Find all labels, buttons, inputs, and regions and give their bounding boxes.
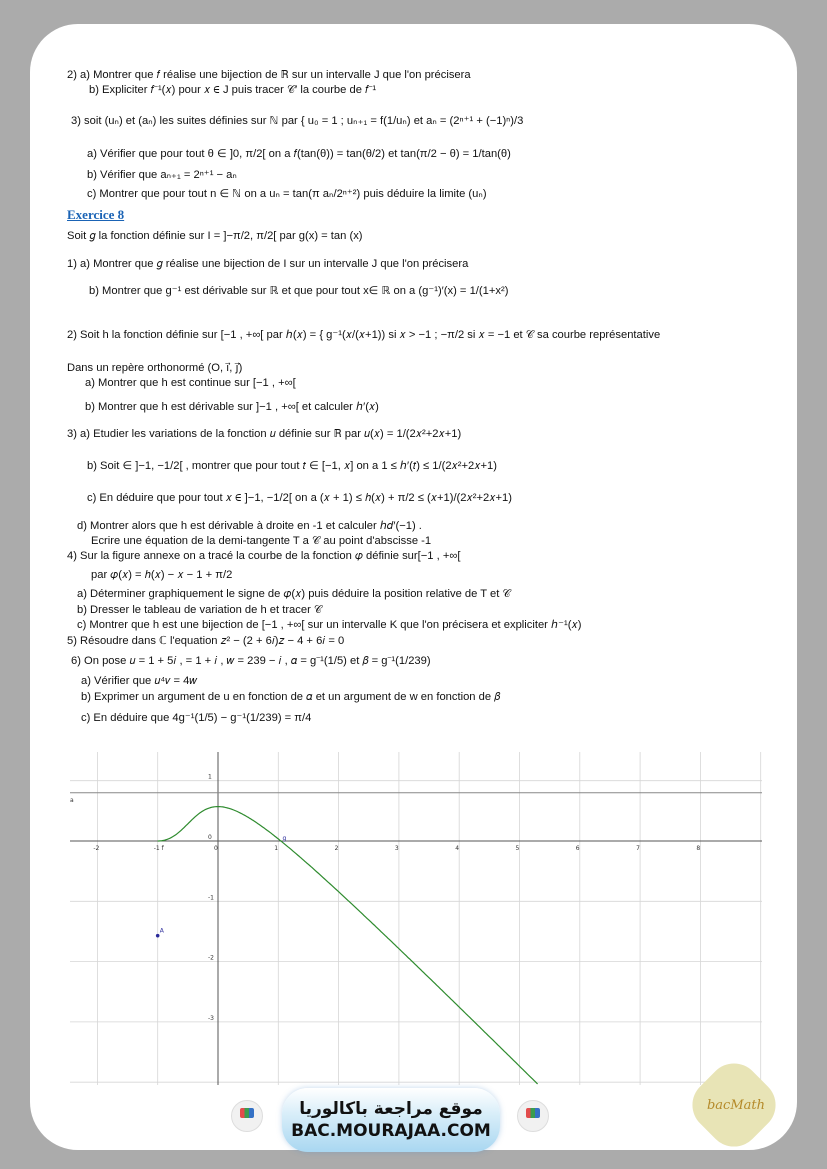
ex8-3d-tangent: Ecrire une équation de la demi-tangente T a 𝒞 au point d'abscisse -1 <box>91 535 432 547</box>
x-tick-label: 6 <box>575 845 580 852</box>
ex8-3a: 3) a) Etudier les variations de la fonction 𝑢 définie sur ℝ par 𝑢(𝑥) = 1/(2𝑥²+2𝑥+1) <box>67 428 462 440</box>
ex8-3c: c) En déduire que pour tout 𝑥 ∈ ]−1, −1/2[ on a (𝑥 + 1) ≤ ℎ(𝑥) + π/2 ≤ (𝑥+1)/(2𝑥²+2𝑥+1) <box>87 492 512 504</box>
x-tick-label: 2 <box>334 845 339 852</box>
ex8-4-phi: par 𝜑(𝑥) = ℎ(𝑥) − 𝑥 − 1 + π/2 <box>91 569 233 581</box>
ex8-intro: Soit 𝑔 la fonction définie sur I = ]−π/2, π/2[ par g(x) = tan (x) <box>67 230 363 242</box>
y-tick-label: -1 <box>208 894 214 902</box>
ex8-4: 4) Sur la figure annexe on a tracé la courbe de la fonction 𝜑 définie sur[−1 , +∞[ <box>67 550 461 562</box>
ex8-1b: b) Montrer que g⁻¹ est dérivable sur ℝ et que pour tout x∈ ℝ on a (g⁻¹)′(x) = 1/(1+x²) <box>89 285 509 297</box>
y-tick-label: 1 <box>208 773 212 781</box>
graph-tick-labels <box>93 774 700 1022</box>
y-tick-label: -3 <box>208 1014 214 1022</box>
ex8-4b: b) Dresser le tableau de variation de h et tracer 𝒞 <box>77 604 323 616</box>
left-badge-icon <box>231 1100 263 1132</box>
curve-label: a <box>70 796 74 804</box>
ex8-6a: a) Vérifier que 𝑢⁴𝑣 = 4𝑤 <box>81 675 198 687</box>
ex8-6: 6) On pose 𝑢 = 1 + 5𝑖 , = 1 + 𝑖 , 𝑤 = 239 − 𝑖 , 𝛼 = g⁻¹(1/5) et 𝛽 = g⁻¹(1/239) <box>71 655 431 667</box>
ex8-6b: b) Exprimer un argument de u en fonction de 𝛼 et un argument de w en fonction de 𝛽 <box>81 691 501 703</box>
ex8-6c: c) En déduire que 4g⁻¹(1/5) − g⁻¹(1/239) = π/4 <box>81 712 312 724</box>
g-label: g <box>282 834 287 842</box>
ex8-1a: 1) a) Montrer que 𝑔 réalise une bijection de I sur un intervalle J que l'on précisera <box>67 258 469 270</box>
exercise-title: Exercice 8 <box>67 207 125 222</box>
site-url[interactable]: BAC.MOURAJAA.COM <box>291 1121 491 1141</box>
x-tick-label: -2 <box>93 845 100 852</box>
point-a-label: A <box>159 927 164 935</box>
ex8-2a: a) Montrer que h est continue sur [−1 , +∞[ <box>85 377 296 389</box>
x-tick-label: -1 f <box>153 845 164 852</box>
q3c: c) Montrer que pour tout n ∈ ℕ on a uₙ = tan(π aₙ/2ⁿ⁺²) puis déduire la limite (uₙ) <box>87 188 487 200</box>
y-tick-label: 0 <box>208 834 212 841</box>
ex8-4a: a) Déterminer graphiquement le signe de 𝜑(𝑥) puis déduire la position relative de T et 𝒞 <box>77 588 511 600</box>
ex8-repere: Dans un repère orthonormé (O, i⃗, j⃗) <box>67 362 243 374</box>
x-tick-label: 3 <box>394 845 399 852</box>
q3a: a) Vérifier que pour tout θ ∈ ]0, π/2[ on a 𝑓(tan(θ)) = tan(θ/2) et tan(π/2 − θ) = 1/tan(θ) <box>87 148 511 160</box>
ex8-5: 5) Résoudre dans ℂ l'equation 𝑧² − (2 + 6𝑖)𝑧 − 4 + 6𝑖 = 0 <box>67 635 345 647</box>
ex8-4c: c) Montrer que h est une bijection de [−1 , +∞[ sur un intervalle K que l'on précisera et expliciter ℎ⁻¹(𝑥) <box>77 619 582 631</box>
graph-axes <box>70 752 762 1085</box>
ex8-3b: b) Soit ∈ ]−1, −1/2[ , montrer que pour tout 𝑡 ∈ [−1, 𝑥] on a 1 ≤ ℎ′(𝑡) ≤ 1/(2𝑥²+2𝑥+1) <box>87 460 497 472</box>
site-name-arabic: موقع مراجعة باكالوريا <box>299 1099 483 1119</box>
right-badge-icon <box>517 1100 549 1132</box>
ex8-2b: b) Montrer que h est dérivable sur ]−1 , +∞[ et calculer ℎ′(𝑥) <box>85 401 379 413</box>
x-tick-label: 7 <box>636 845 640 852</box>
q2b: b) Expliciter 𝑓⁻¹(𝑥) pour 𝑥 ∈ J puis tracer 𝒞′ la courbe de 𝑓⁻¹ <box>89 84 377 96</box>
ex8-3d: d) Montrer alors que h est dérivable à droite en -1 et calculer ℎ𝑑′(−1) . <box>77 520 422 532</box>
bacmath-logo-text: bacMath <box>706 1098 765 1113</box>
site-banner[interactable] <box>282 1088 500 1152</box>
x-tick-label: 8 <box>696 845 701 852</box>
y-tick-label: -2 <box>208 954 214 962</box>
x-tick-label: 4 <box>455 845 460 852</box>
x-tick-label: 1 <box>274 845 279 852</box>
ex8-2: 2) Soit h la fonction définie sur [−1 , +∞[ par ℎ(𝑥) = { g⁻¹(𝑥/(𝑥+1)) si 𝑥 > −1 ; −π/2 si 𝑥 = −1 et 𝒞 sa courbe représentative <box>67 329 661 341</box>
q3-sequences: 3) soit (uₙ) et (aₙ) les suites définies sur ℕ par { u₀ = 1 ; uₙ₊₁ = f(1/uₙ) et aₙ = (2ⁿ⁺¹ + (−1)ⁿ)/3 <box>71 115 524 127</box>
q3b: b) Vérifier que aₙ₊₁ = 2ⁿ⁺¹ − aₙ <box>87 169 237 181</box>
x-tick-label: 5 <box>515 845 520 852</box>
q2a: 2) a) Montrer que 𝑓 réalise une bijection de ℝ sur un intervalle J que l'on précisera <box>67 69 471 81</box>
x-tick-label: 0 <box>214 845 218 852</box>
graph-grid <box>70 752 762 1085</box>
